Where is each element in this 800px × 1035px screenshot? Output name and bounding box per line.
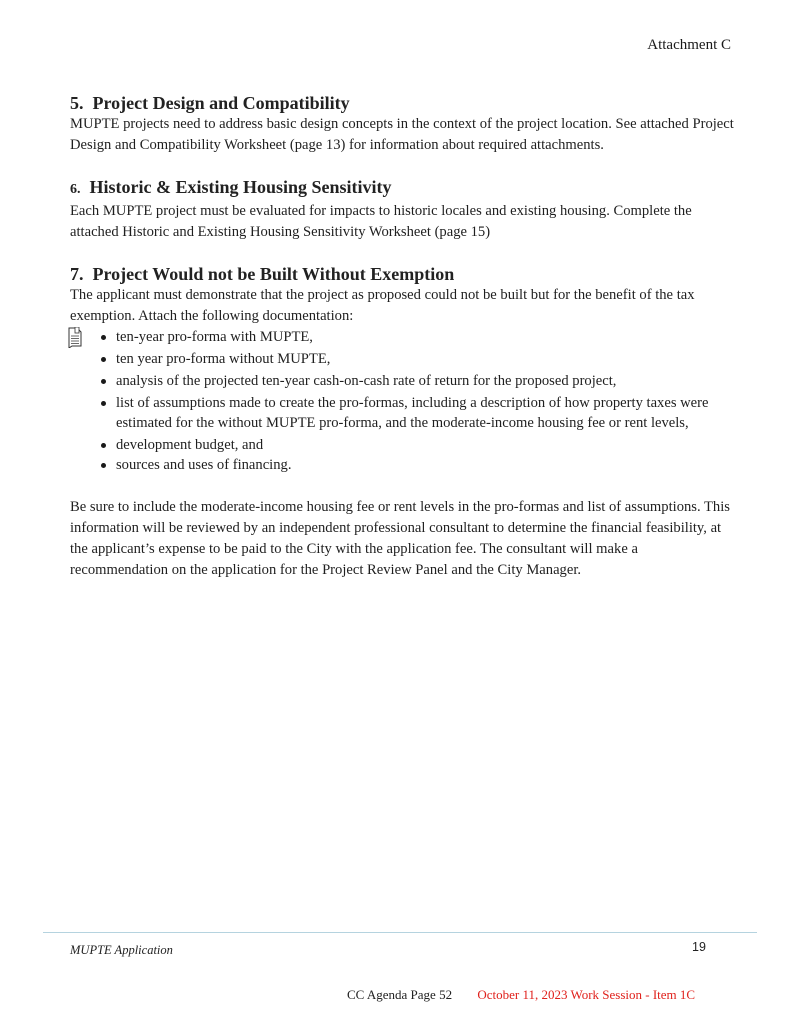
agenda-stamp [347, 987, 695, 1003]
documentation-list [70, 327, 735, 475]
section-title: Project Would not be Built Without Exemption [92, 264, 455, 284]
list-item: sources and uses of financing. [70, 455, 735, 475]
document-body [70, 92, 735, 595]
section-title: Historic & Existing Housing Sensitivity [89, 177, 392, 197]
page-number: 19 [692, 940, 706, 954]
section-heading [70, 92, 735, 114]
agenda-page: CC Agenda Page 52 [347, 987, 453, 1002]
footer-divider [43, 932, 757, 933]
list-item: ten-year pro-forma with MUPTE, [70, 327, 735, 347]
session-label: October 11, 2023 Work Session - Item 1C [477, 987, 696, 1002]
section-number: 5. [70, 93, 84, 113]
section-title: Project Design and Compatibility [92, 93, 350, 113]
list-item: development budget, and [70, 435, 735, 455]
footer-document-title: MUPTE Application [70, 943, 173, 957]
section-heading [70, 263, 735, 285]
list-item: list of assumptions made to create the pro-formas, including a description of how property taxes were estimated for the without MUPTE pro-forma, and the moderate-income housing fee or rent levels, [70, 393, 735, 433]
list-item: ten year pro-forma without MUPTE, [70, 349, 735, 369]
section-heading [70, 176, 735, 201]
bullet-icon [101, 357, 106, 362]
bullet-icon [101, 463, 106, 468]
bullet-icon [101, 379, 106, 384]
section-paragraph: MUPTE projects need to address basic design concepts in the context of the project location. See attached Project Design and Compatibility Worksheet (page 13) for information about required attachments. [70, 116, 734, 153]
list-item: analysis of the projected ten-year cash-on-cash rate of return for the proposed project, [70, 371, 735, 391]
attachment-label: Attachment C [647, 37, 731, 53]
section-number: 6. [70, 182, 81, 197]
section-paragraph: The applicant must demonstrate that the project as proposed could not be built but for the benefit of the tax exemption. Attach the following documentation: [70, 287, 695, 324]
bullet-icon [101, 335, 106, 340]
bullet-icon [101, 401, 106, 406]
section-project-design [70, 92, 735, 156]
section-built-without-exemption [70, 263, 735, 581]
section-historic-housing [70, 176, 735, 243]
section-paragraph: Each MUPTE project must be evaluated for impacts to historic locales and existing housing. Complete the attached Historic and Existing Housing Sensitivity Worksheet (page 15) [70, 203, 692, 240]
section-number: 7. [70, 264, 84, 284]
bullet-icon [101, 443, 106, 448]
closing-paragraph: Be sure to include the moderate-income housing fee or rent levels in the pro-formas and list of assumptions. This information will be reviewed by an independent professional consultant to determine the financial feasibility, at the applicant’s expense to be paid to the City with the application fee. The consultant will make a recommendation on the application for the Project Review Panel and the City Manager. [70, 499, 730, 578]
